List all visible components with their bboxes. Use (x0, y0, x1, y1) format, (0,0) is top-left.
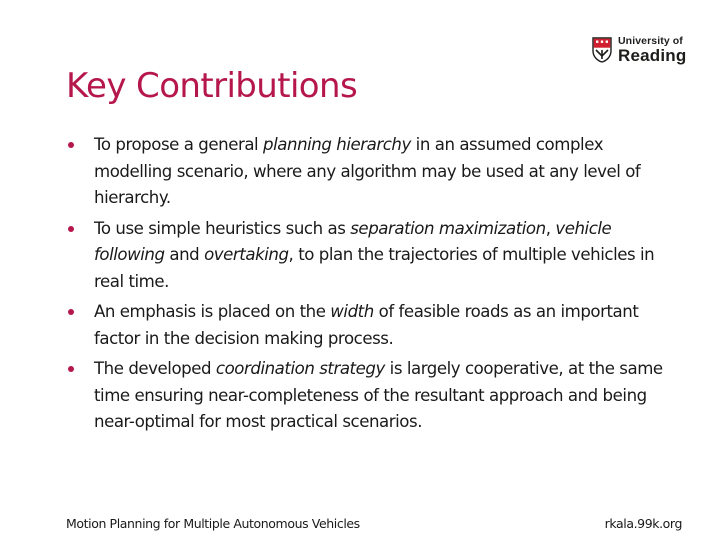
bullet-text: of feasible roads as an important factor in the decision making process. (94, 302, 639, 348)
bullet-dot-icon (68, 142, 74, 148)
bullet-emphasis: overtaking (204, 245, 289, 264)
bullet-text: To use simple heuristics such as (94, 218, 351, 238)
slide-title: Key Contributions (66, 66, 358, 106)
bullet-item (66, 216, 666, 296)
bullet-text: and (164, 245, 205, 264)
logo-line-1: University of (618, 34, 683, 47)
bullet-text: The developed (94, 359, 216, 378)
bullet-text: is largely cooperative, at the same time ensuring near-completeness of the resultant approach and being near-optimal for most practical scenarios. (94, 359, 663, 431)
bullet-emphasis: planning hierarchy (263, 135, 411, 154)
bullet-emphasis: separation maximization (350, 218, 546, 238)
bullet-emphasis: vehicle following (94, 218, 612, 264)
bullet-dot-icon (68, 309, 74, 315)
university-logo (592, 33, 692, 67)
bullet-text: To propose a general (94, 135, 264, 154)
bullet-text: in an assumed complex modelling scenario, where any algorithm may be used at any level of hierarchy. (94, 135, 641, 207)
bullet-text: , (545, 218, 556, 238)
bullet-emphasis: width (330, 302, 374, 321)
bullet-emphasis: coordination strategy (215, 359, 385, 378)
university-crest-icon (592, 37, 612, 63)
bullet-text: An emphasis is placed on the (94, 302, 331, 321)
footer-website: rkala.99k.org (604, 516, 682, 531)
bullet-dot-icon (68, 366, 74, 372)
logo-wordmark (618, 36, 686, 65)
bullet-text: , to plan the trajectories of multiple vehicles in real time. (94, 245, 655, 291)
footer-title: Motion Planning for Multiple Autonomous Vehicles (66, 516, 360, 531)
bullet-dot-icon (68, 226, 74, 232)
bullet-item (66, 356, 666, 436)
bullet-item (66, 299, 666, 352)
logo-line-2: Reading (618, 46, 687, 66)
bullet-item (66, 132, 666, 212)
bullet-list (66, 132, 666, 440)
